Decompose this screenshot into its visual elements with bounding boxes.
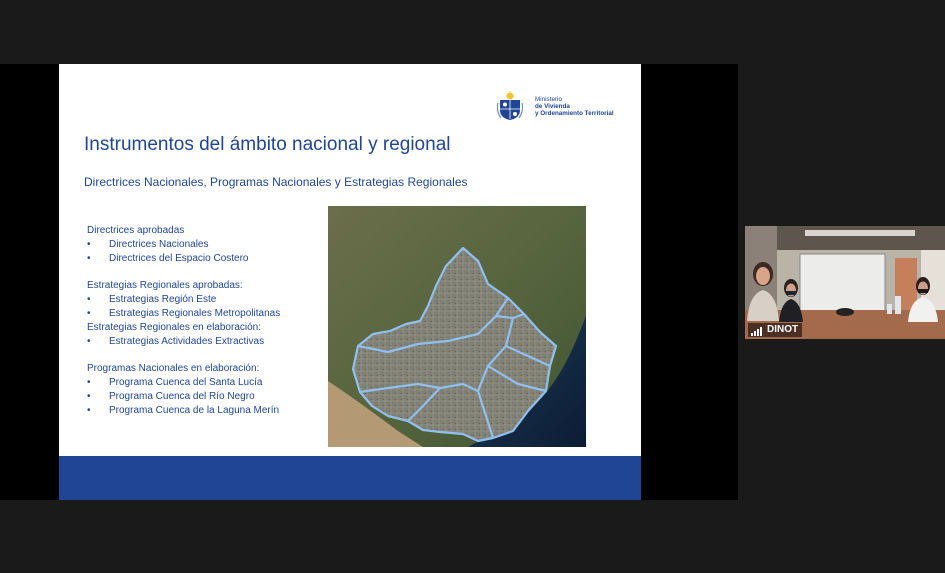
list-item: • Estrategias Actividades Extractivas bbox=[87, 335, 280, 349]
signal-bars-icon bbox=[751, 327, 762, 336]
list-item: • Programa Cuenca del Río Negro bbox=[87, 390, 280, 404]
section-heading-directrices: Directrices aprobadas bbox=[87, 225, 185, 236]
list-item: • Directrices Nacionales bbox=[87, 238, 280, 252]
list-item: • Directrices del Espacio Costero bbox=[87, 252, 280, 266]
list-item: • Programa Cuenca de la Laguna Merín bbox=[87, 404, 280, 418]
instrument-list bbox=[87, 224, 280, 418]
participant-video-tile[interactable] bbox=[745, 226, 945, 339]
slide-subtitle: Directrices Nacionales, Programas Nacionales y Estrategias Regionales bbox=[84, 175, 468, 189]
ministry-name-line3: y Ordenamiento Territorial bbox=[535, 110, 614, 118]
section-heading-estrategias-aprobadas: Estrategias Regionales aprobadas: bbox=[87, 280, 243, 291]
section-heading-programas: Programas Nacionales en elaboración: bbox=[87, 363, 260, 374]
slide-footer-bar bbox=[59, 456, 641, 500]
slide-title: Instrumentos del ámbito nacional y regional bbox=[84, 134, 451, 155]
participant-name: DINOT bbox=[767, 324, 799, 335]
ministry-name-line2: de Vivienda bbox=[535, 103, 570, 111]
list-item: • Estrategias Regionales Metropolitanas bbox=[87, 307, 280, 321]
ministry-name bbox=[535, 96, 614, 118]
list-item: • Estrategias Región Este bbox=[87, 293, 280, 307]
participant-label bbox=[748, 323, 802, 337]
ministry-name-line1: Ministerio bbox=[535, 96, 562, 103]
presentation-slide bbox=[59, 64, 641, 500]
uruguay-regions-map bbox=[328, 206, 586, 447]
coat-of-arms-icon bbox=[497, 91, 523, 121]
ministry-logo bbox=[497, 91, 637, 125]
section-heading-estrategias-elaboracion: Estrategias Regionales en elaboración: bbox=[87, 322, 261, 333]
list-item: • Programa Cuenca del Santa Lucía bbox=[87, 376, 280, 390]
